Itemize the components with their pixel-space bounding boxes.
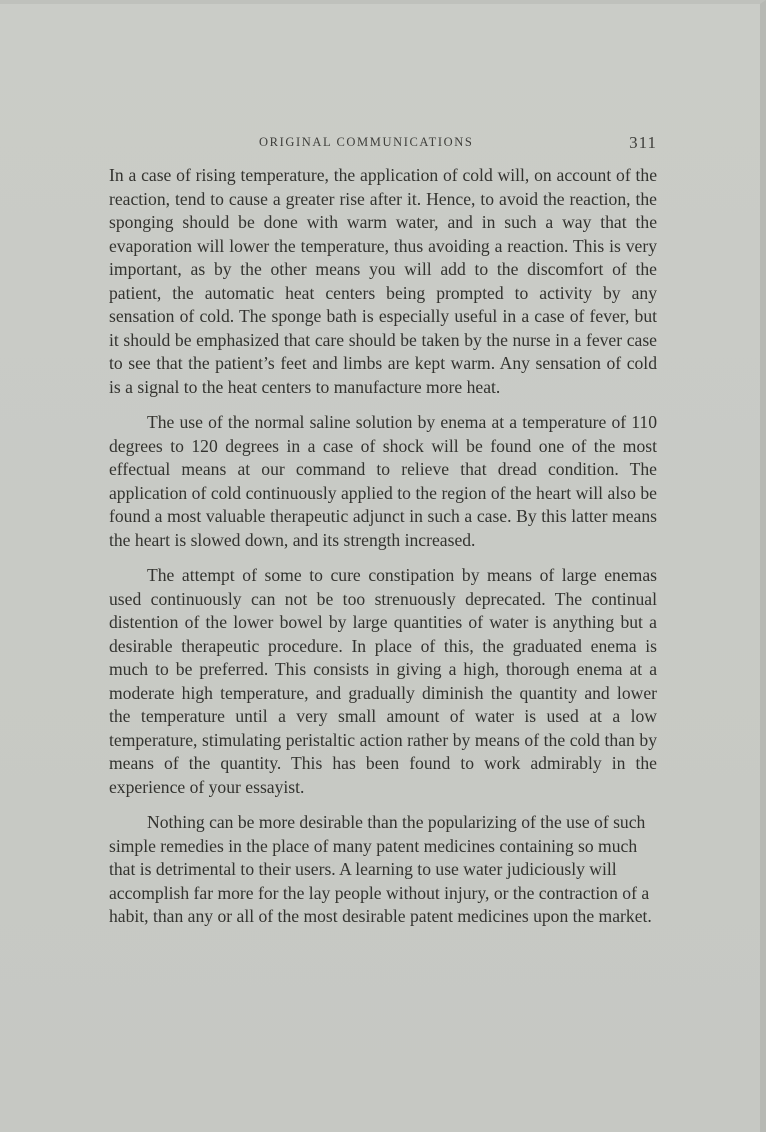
body-text <box>109 164 657 941</box>
page-number: 311 <box>629 133 657 152</box>
paragraph: The use of the normal saline solution by enema at a temperature of 110 degrees to 120 degrees in a case of shock will be found one of the most effectual means at our command to relieve that dread condition. The application of cold continuously applied to the region of the heart will also be found a most valuable therapeutic adjunct in such a case. By this latter means the heart is slowed down, and its strength increased. <box>109 412 657 550</box>
page-header <box>109 135 657 155</box>
paragraph: Nothing can be more desirable than the popularizing of the use of such simple remedies in the place of many patent medicines containing so much that is detrimental to their users. A learning to use water judiciously will accomplish far more for the lay people without injury, or the contraction of a habit, than any or all of the most desirable patent medicines upon the market. <box>109 812 652 926</box>
running-head: ORIGINAL COMMUNICATIONS <box>259 135 474 149</box>
paragraph: In a case of rising temperature, the application of cold will, on account of the reaction, tend to cause a greater rise after it. Hence, to avoid the reaction, the sponging should be done with warm water, and in such a way that the evaporation will lower the temperature, thus avoiding a reaction. This is very important, as by the other means you will add to the discomfort of the patient, the automatic heat centers being prompted to activity by any sensation of cold. The sponge bath is especially useful in a case of fever, but it should be emphasized that care should be taken by the nurse in a fever case to see that the patient’s feet and limbs are kept warm. Any sensation of cold is a signal to the heat centers to manufacture more heat. <box>109 165 657 397</box>
paragraph: The attempt of some to cure constipation by means of large enemas used continuously can not be too strenuously deprecated. The continual distention of the lower bowel by large quantities of water is anything but a desirable therapeutic procedure. In place of this, the graduated enema is much to be preferred. This consists in giving a high, thorough enema at a moderate high temperature, and gradually diminish the quantity and lower the temperature until a very small amount of water is used at a low temperature, stimulating peristaltic action rather by means of the cold than by means of the quantity. This has been found to work admirably in the experience of your essayist. <box>109 565 657 797</box>
